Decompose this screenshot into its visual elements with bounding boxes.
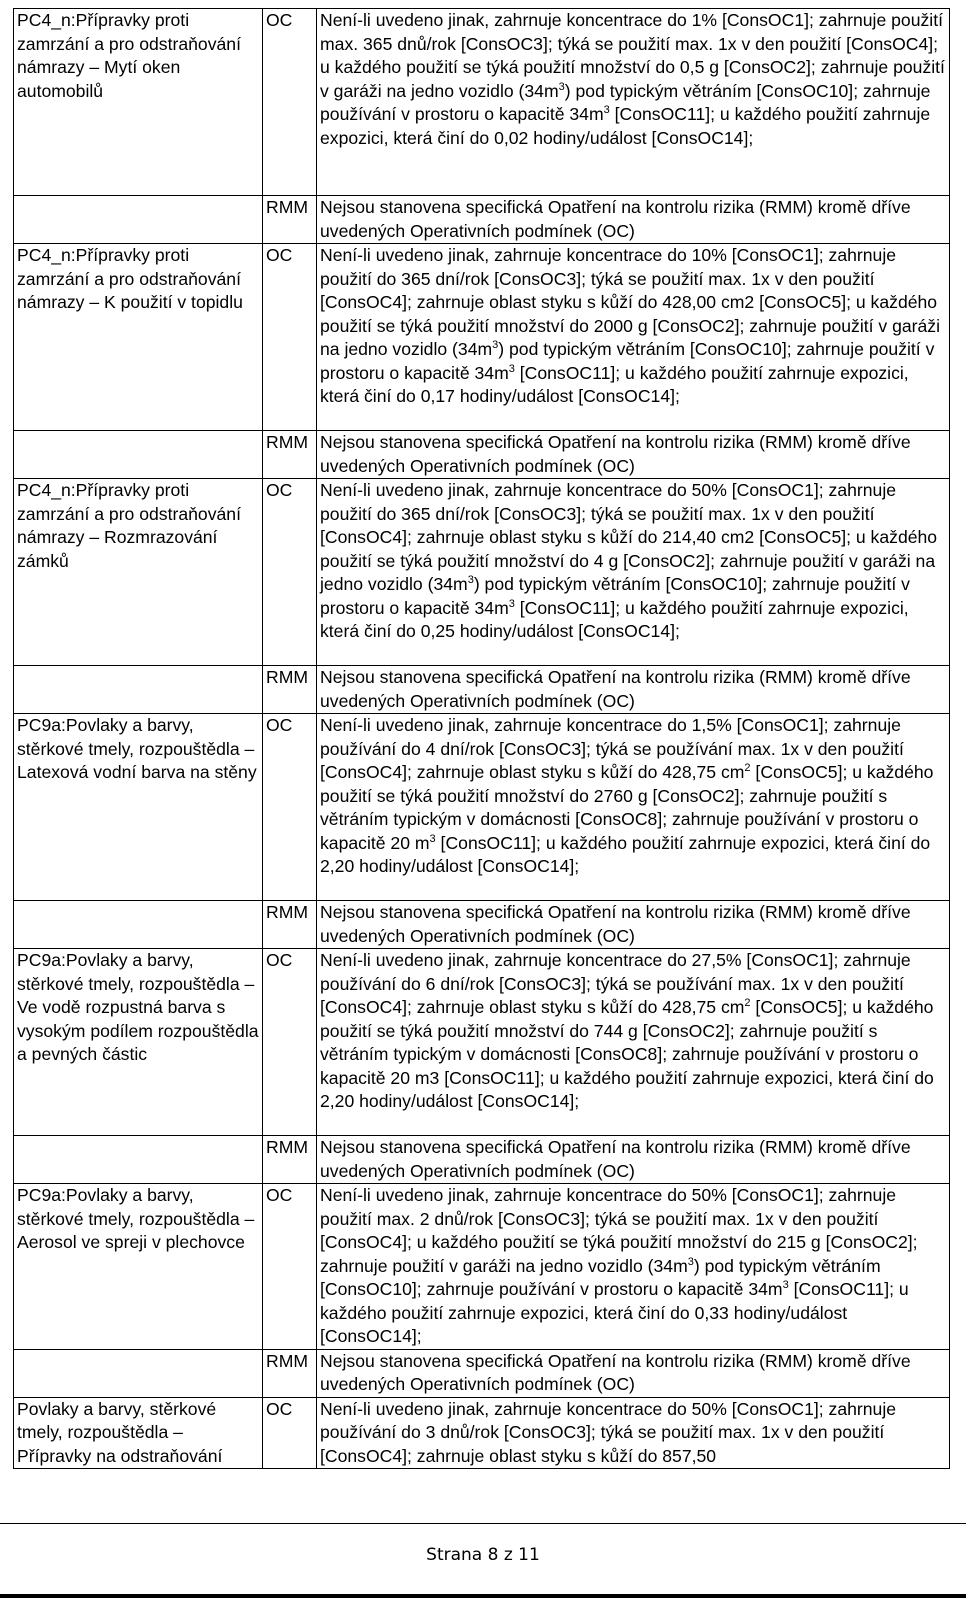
use-cell: PC9a:Povlaky a barvy, stěrkové tmely, rozpouštědla – Latexová vodní barva na stěny bbox=[14, 714, 263, 901]
empty-cell bbox=[14, 901, 263, 949]
empty-cell bbox=[14, 1136, 263, 1184]
conditions-table bbox=[13, 8, 950, 1469]
table-row bbox=[14, 196, 950, 244]
use-cell: PC4_n:Přípravky proti zamrzání a pro odstraňování námrazy – Mytí oken automobilů bbox=[14, 9, 263, 196]
oc-text: Není-li uvedeno jinak, zahrnuje koncentrace do 27,5% [ConsOC1]; zahrnuje používání do 6 dní/rok [ConsOC3]; týká se používání max. 1x v den použití [ConsOC4]; zahrnuje oblast styku s kůží do 428,75 $cm^2$ [ConsOC5]; u každého použití se týká použití množství do 744 g [ConsOC2]; zahrnuje použití s větráním typickým v domácnosti [ConsOC8]; zahrnuje používání v prostoru o kapacitě 20 m3 [ConsOC11]; u každého použití zahrnuje expozici, která činí do 2,20 hodiny/událost [ConsOC14]; bbox=[317, 949, 950, 1136]
oc-label: OC bbox=[263, 949, 317, 1136]
table-row bbox=[14, 479, 950, 666]
oc-text: Není-li uvedeno jinak, zahrnuje koncentrace do 50% [ConsOC1]; zahrnuje používání do 3 dnů/rok [ConsOC3]; týká se použití max. 1x v den použití [ConsOC4]; zahrnuje oblast styku s kůží do 857,50 bbox=[317, 1397, 950, 1469]
table-row bbox=[14, 714, 950, 901]
table-row bbox=[14, 9, 950, 196]
oc-text: Není-li uvedeno jinak, zahrnuje koncentrace do 10% [ConsOC1]; zahrnuje použití do 365 dní/rok [ConsOC3]; týká se použití max. 1x v den použití [ConsOC4]; zahrnuje oblast styku s kůží do 428,00 cm2 [ConsOC5]; u každého použití se týká použití množství do 2000 g [ConsOC2]; zahrnuje použití v garáži na jedno vozidlo $(34m^3)$ pod typickým větráním [ConsOC10]; zahrnuje použití v prostoru o kapacitě $34m^3$ [ConsOC11]; u každého použití zahrnuje expozici, která činí do 0,17 hodiny/událost [ConsOC14]; bbox=[317, 244, 950, 431]
bottom-border bbox=[0, 1594, 966, 1598]
oc-label: OC bbox=[263, 244, 317, 431]
rmm-label: RMM bbox=[263, 901, 317, 949]
use-cell: PC9a:Povlaky a barvy, stěrkové tmely, rozpouštědla – Ve vodě rozpustná barva s vysokým podílem rozpouštědla a pevných částic bbox=[14, 949, 263, 1136]
oc-text: Není-li uvedeno jinak, zahrnuje koncentrace do 50% [ConsOC1]; zahrnuje použití do 365 dní/rok [ConsOC3]; týká se použití max. 1x v den použití [ConsOC4]; zahrnuje oblast styku s kůží do 214,40 cm2 [ConsOC5]; u každého použití se týká použití množství do 4 g [ConsOC2]; zahrnuje použití v garáži na jedno vozidlo $(34m^3)$ pod typickým větráním [ConsOC10]; zahrnuje použití v prostoru o kapacitě $34m^3$ [ConsOC11]; u každého použití zahrnuje expozici, která činí do 0,25 hodiny/událost [ConsOC14]; bbox=[317, 479, 950, 666]
rmm-label: RMM bbox=[263, 1136, 317, 1184]
table-row bbox=[14, 244, 950, 431]
empty-cell bbox=[14, 431, 263, 479]
oc-label: OC bbox=[263, 479, 317, 666]
oc-text: Není-li uvedeno jinak, zahrnuje koncentrace do 50% [ConsOC1]; zahrnuje použití max. 2 dnů/rok [ConsOC3]; týká se použití max. 1x v den použití [ConsOC4]; u každého použití se týká použití množství do 215 g [ConsOC2]; zahrnuje použití v garáži na jedno vozidlo $(34m^3)$ pod typickým větráním [ConsOC10]; zahrnuje používání v prostoru o kapacitě $34m^3$ [ConsOC11]; u každého použití zahrnuje expozici, která činí do 0,33 hodiny/událost [ConsOC14]; bbox=[317, 1184, 950, 1350]
oc-label: OC bbox=[263, 9, 317, 196]
use-cell: Povlaky a barvy, stěrkové tmely, rozpouštědla – Přípravky na odstraňování bbox=[14, 1397, 263, 1469]
empty-cell bbox=[14, 196, 263, 244]
use-cell: PC4_n:Přípravky proti zamrzání a pro odstraňování námrazy – K použití v topidlu bbox=[14, 244, 263, 431]
table-row bbox=[14, 431, 950, 479]
rmm-label: RMM bbox=[263, 1349, 317, 1397]
oc-text: Není-li uvedeno jinak, zahrnuje koncentrace do 1,5% [ConsOC1]; zahrnuje používání do 4 dní/rok [ConsOC3]; týká se používání max. 1x v den použití [ConsOC4]; zahrnuje oblast styku s kůží do 428,75 $cm^2$ [ConsOC5]; u každého použití se týká použití množství do 2760 g [ConsOC2]; zahrnuje použití s větráním typickým v domácnosti [ConsOC8]; zahrnuje používání v prostoru o kapacitě 20 $m^3$ [ConsOC11]; u každého použití zahrnuje expozici, která činí do 2,20 hodiny/událost [ConsOC14]; bbox=[317, 714, 950, 901]
table-row bbox=[14, 1136, 950, 1184]
table-row bbox=[14, 1184, 950, 1350]
empty-cell bbox=[14, 1349, 263, 1397]
oc-label: OC bbox=[263, 714, 317, 901]
rmm-text: Nejsou stanovena specifická Opatření na kontrolu rizika (RMM) kromě dříve uvedených Operativních podmínek (OC) bbox=[317, 901, 950, 949]
oc-text: Není-li uvedeno jinak, zahrnuje koncentrace do 1% [ConsOC1]; zahrnuje použití max. 365 dnů/rok [ConsOC3]; týká se použití max. 1x v den použití [ConsOC4]; u každého použití se týká použití množství do 0,5 g [ConsOC2]; zahrnuje použití v garáži na jedno vozidlo $(34m^3)$ pod typickým větráním [ConsOC10]; zahrnuje používání v prostoru o kapacitě $34m^3$ [ConsOC11]; u každého použití zahrnuje expozici, která činí do 0,02 hodiny/událost [ConsOC14]; bbox=[317, 9, 950, 196]
rmm-text: Nejsou stanovena specifická Opatření na kontrolu rizika (RMM) kromě dříve uvedených Operativních podmínek (OC) bbox=[317, 431, 950, 479]
table-row bbox=[14, 949, 950, 1136]
rmm-text: Nejsou stanovena specifická Opatření na kontrolu rizika (RMM) kromě dříve uvedených Operativních podmínek (OC) bbox=[317, 196, 950, 244]
page-number: Strana 8 z 11 bbox=[426, 1545, 540, 1565]
rmm-text: Nejsou stanovena specifická Opatření na kontrolu rizika (RMM) kromě dříve uvedených Operativních podmínek (OC) bbox=[317, 1136, 950, 1184]
oc-label: OC bbox=[263, 1397, 317, 1469]
rmm-text: Nejsou stanovena specifická Opatření na kontrolu rizika (RMM) kromě dříve uvedených Operativních podmínek (OC) bbox=[317, 666, 950, 714]
rmm-label: RMM bbox=[263, 431, 317, 479]
table-row bbox=[14, 901, 950, 949]
empty-cell bbox=[14, 666, 263, 714]
use-cell: PC4_n:Přípravky proti zamrzání a pro odstraňování námrazy – Rozmrazování zámků bbox=[14, 479, 263, 666]
table-row bbox=[14, 1397, 950, 1469]
use-cell: PC9a:Povlaky a barvy, stěrkové tmely, rozpouštědla – Aerosol ve spreji v plechovce bbox=[14, 1184, 263, 1350]
table-row bbox=[14, 1349, 950, 1397]
table-row bbox=[14, 666, 950, 714]
rmm-label: RMM bbox=[263, 666, 317, 714]
rmm-label: RMM bbox=[263, 196, 317, 244]
footer-divider bbox=[0, 1523, 966, 1524]
rmm-text: Nejsou stanovena specifická Opatření na kontrolu rizika (RMM) kromě dříve uvedených Operativních podmínek (OC) bbox=[317, 1349, 950, 1397]
oc-label: OC bbox=[263, 1184, 317, 1350]
